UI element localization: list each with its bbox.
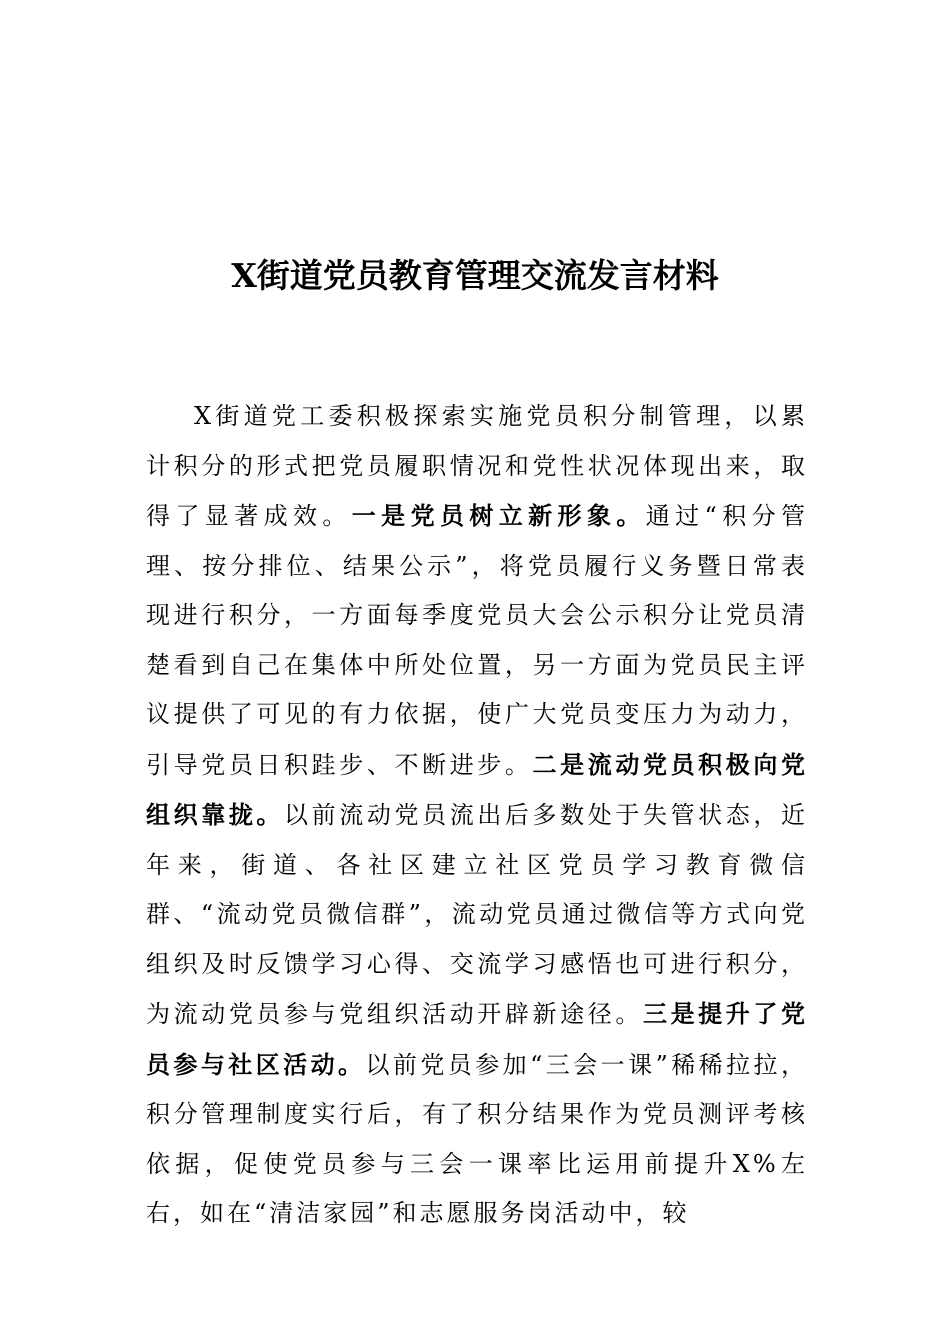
point3-heading: 三是提升了党员参与社区活动。 <box>146 999 809 1079</box>
point3-text: 以前党员参加“三会一课”稀稀拉拉，积分管理制度实行后，有了积分结果作为党员测评考核依据，促使党员参与三会一课率比运用前提升X%左右，如在“清洁家园”和志愿服务岗活动中，较 <box>146 1050 808 1227</box>
point2-heading: 二是流动党员积极向党组织靠拢。 <box>146 749 809 829</box>
point1-heading: 一是党员树立新形象。 <box>351 501 646 530</box>
intro-text: X街道党工委积极探索实施党员积分制管理，以累计积分的形式把党员履职情况和党性状况体现出来，取得了显著成效。 <box>146 402 808 530</box>
body-paragraph <box>146 392 808 1239</box>
point2-text: 以前流动党员流出后多数处于失管状态，近年来，街道、各社区建立社区党员学习教育微信群、“流动党员微信群”，流动党员通过微信等方式向党组织及时反馈学习心得、交流学习感悟也可进行积分，为流动党员参与党组织活动开辟新途径。 <box>146 801 809 1028</box>
point1-text: 通过“积分管理、按分排位、结果公示”，将党员履行义务暨日常表现进行积分，一方面每季度党员大会公示积分让党员清楚看到自己在集体中所处位置，另一方面为党员民主评议提供了可见的有力依据，使广大党员变压力为动力，引导党员日积跬步、不断进步。 <box>146 502 809 779</box>
document-title: X街道党员教育管理交流发言材料 <box>231 256 719 295</box>
